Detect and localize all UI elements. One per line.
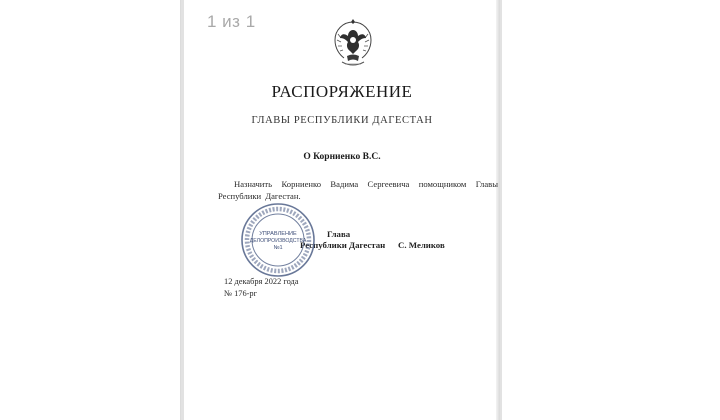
signature-role-line-2: Республики Дагестан [300,240,386,250]
signature-role-line-1: Глава [327,229,351,239]
document-title: РАСПОРЯЖЕНИЕ [271,82,413,101]
stamp-text-line-3: №1 [273,245,283,251]
document-body: Назначить Корниенко Вадима Сергеевича помощником Главы Республики Дагестан. [218,179,498,201]
stamp-text-line-1: УПРАВЛЕНИЕ [259,231,297,237]
stamp-text-line-2: ДЕЛОПРОИЗВОДСТВА [249,238,307,244]
document-date: 12 декабря 2022 года [224,277,299,286]
document-subject: О Корниенко В.С. [303,152,381,162]
official-stamp [240,202,316,278]
coat-of-arms-icon [326,16,380,72]
document-subtitle: ГЛАВЫ РЕСПУБЛИКИ ДАГЕСТАН [251,115,433,126]
page-shadow-right [496,0,500,420]
document-number: № 176-рг [224,289,258,298]
page-counter: 1 из 1 [207,12,256,31]
signature-name: С. Меликов [398,240,445,250]
